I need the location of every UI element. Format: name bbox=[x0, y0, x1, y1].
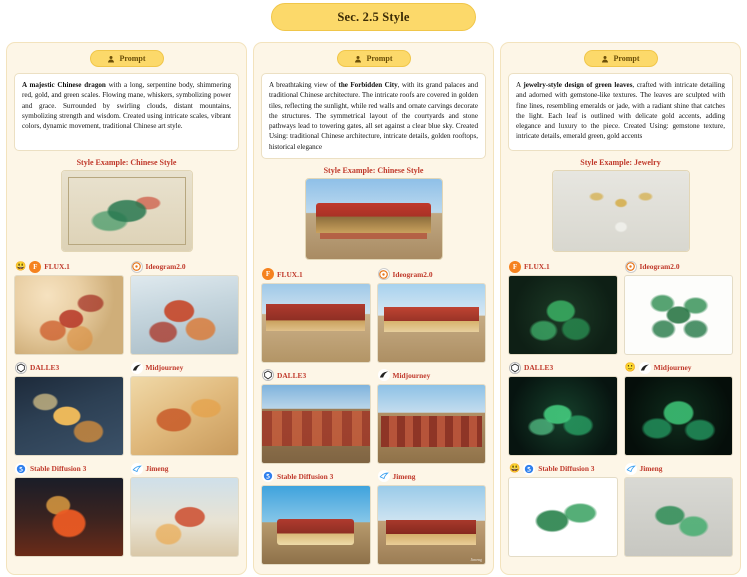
smiley-icon: 😃 bbox=[15, 261, 27, 271]
prompt-text-bold: jewelry-style design of green leaves bbox=[523, 81, 633, 89]
generated-image bbox=[624, 275, 734, 355]
model-name: Ideogram2.0 bbox=[392, 269, 433, 279]
prompt-text-pre: A breathtaking view of bbox=[269, 81, 339, 89]
generated-image bbox=[377, 384, 487, 464]
stability-icon bbox=[523, 463, 535, 475]
generated-image bbox=[130, 477, 240, 557]
prompt-text-pre: A bbox=[516, 81, 524, 89]
style-example-label: Style Example: Jewelry bbox=[580, 158, 661, 167]
model-name: Stable Diffusion 3 bbox=[277, 471, 334, 481]
model-name: Midjourney bbox=[145, 363, 184, 372]
model-name: Ideogram2.0 bbox=[145, 262, 186, 271]
style-example-image bbox=[61, 170, 193, 252]
prompt-badge bbox=[337, 50, 411, 67]
model-name: Ideogram2.0 bbox=[639, 262, 680, 271]
prompt-text-rest: with a long, serpentine body, shimmering red, gold, and green scales. Flowing mane, whiskers, symbolizing power and grace. Surrounded by swirling clouds, distant mountains, symbolizing strength and wisdom. Created using intricate scales, vibrant colors, dynamic movement, traditional Chinese art style. bbox=[22, 81, 232, 131]
model-cell bbox=[261, 470, 371, 565]
prompt-text bbox=[14, 73, 239, 151]
model-cell bbox=[508, 361, 618, 456]
watermark: Jimeng bbox=[470, 556, 482, 562]
model-name: Midjourney bbox=[392, 370, 431, 380]
smiley-icon: 🙂 bbox=[624, 362, 636, 372]
prompt-text-rest: , with its grand palaces and traditional Chinese architecture. The intricate roofs are covered in golden tiles, reflecting the sunlight, while red walls and ornate carvings decorate the structures. The symmetrical layout of the courtyards and stone pathways lead to towering gates, all set against a clear blue sky. Created Using: traditional Chinese architecture, intricate details, golden rooftops, historical elegance bbox=[269, 81, 478, 151]
model-cell bbox=[377, 268, 487, 363]
model-cell bbox=[377, 470, 487, 565]
style-column-chinese-dragon bbox=[6, 42, 247, 575]
jimeng-icon bbox=[378, 470, 390, 482]
prompt-label: Prompt bbox=[119, 54, 146, 63]
ideogram-icon bbox=[131, 261, 143, 273]
model-cell bbox=[130, 462, 240, 557]
model-grid bbox=[261, 268, 486, 565]
generated-image bbox=[624, 477, 734, 557]
model-name: DALLE3 bbox=[277, 370, 307, 380]
model-name: FLUX.1 bbox=[44, 262, 70, 271]
midjourney-icon bbox=[639, 362, 651, 374]
generated-image bbox=[261, 283, 371, 363]
prompt-badge bbox=[584, 50, 658, 67]
model-name: FLUX.1 bbox=[277, 269, 303, 279]
model-name: Stable Diffusion 3 bbox=[30, 464, 87, 473]
prompt-badge bbox=[90, 50, 164, 67]
model-cell bbox=[14, 462, 124, 557]
prompt-text-bold: A majestic Chinese dragon bbox=[22, 81, 106, 89]
style-example-label: Style Example: Chinese Style bbox=[76, 158, 177, 167]
ideogram-icon bbox=[378, 268, 390, 280]
model-cell bbox=[624, 462, 734, 557]
generated-image bbox=[377, 283, 487, 363]
flux-icon: F bbox=[262, 268, 274, 280]
model-name: FLUX.1 bbox=[524, 262, 550, 271]
style-columns bbox=[0, 42, 747, 575]
openai-icon bbox=[15, 362, 27, 374]
model-grid bbox=[14, 260, 239, 557]
prompt-text bbox=[261, 73, 486, 159]
model-name: Jimeng bbox=[639, 464, 663, 473]
style-example-image bbox=[305, 178, 443, 260]
jimeng-icon bbox=[131, 463, 143, 475]
person-icon bbox=[354, 55, 362, 63]
generated-image bbox=[508, 376, 618, 456]
model-name: DALLE3 bbox=[30, 363, 60, 372]
model-grid bbox=[508, 260, 733, 557]
openai-icon bbox=[262, 369, 274, 381]
generated-image bbox=[14, 477, 124, 557]
prompt-label: Prompt bbox=[613, 54, 640, 63]
midjourney-icon bbox=[378, 369, 390, 381]
stability-icon bbox=[262, 470, 274, 482]
ideogram-icon bbox=[625, 261, 637, 273]
jimeng-icon bbox=[625, 463, 637, 475]
model-cell bbox=[14, 361, 124, 456]
generated-image bbox=[508, 275, 618, 355]
generated-image bbox=[377, 485, 487, 565]
style-example-image bbox=[552, 170, 690, 252]
prompt-text bbox=[508, 73, 733, 151]
model-cell bbox=[261, 369, 371, 464]
model-name: Jimeng bbox=[145, 464, 169, 473]
style-column-jewelry-leaves bbox=[500, 42, 741, 575]
model-cell bbox=[377, 369, 487, 464]
generated-image bbox=[261, 485, 371, 565]
page-title: Sec. 2.5 Style bbox=[337, 9, 410, 24]
model-cell bbox=[130, 260, 240, 355]
flux-icon: F bbox=[509, 261, 521, 273]
model-cell bbox=[14, 260, 124, 355]
model-cell bbox=[508, 260, 618, 355]
model-cell bbox=[508, 462, 618, 557]
model-name: Midjourney bbox=[653, 363, 692, 372]
model-cell bbox=[624, 260, 734, 355]
model-cell bbox=[130, 361, 240, 456]
model-cell bbox=[261, 268, 371, 363]
style-column-forbidden-city bbox=[253, 42, 494, 575]
model-name: DALLE3 bbox=[524, 363, 554, 372]
generated-image bbox=[261, 384, 371, 464]
midjourney-icon bbox=[131, 362, 143, 374]
person-icon bbox=[601, 55, 609, 63]
generated-image bbox=[508, 477, 618, 557]
generated-image bbox=[14, 275, 124, 355]
prompt-label: Prompt bbox=[366, 54, 393, 63]
model-cell bbox=[624, 361, 734, 456]
section-title-banner bbox=[271, 3, 476, 31]
model-name: Jimeng bbox=[392, 471, 416, 481]
person-icon bbox=[107, 55, 115, 63]
openai-icon bbox=[509, 362, 521, 374]
flux-icon: F bbox=[29, 261, 41, 273]
prompt-text-rest: , crafted with intricate detailing and adorned with gemstone-like textures. The leaves are sculpted with fine lines, resembling emeralds or jade, with a radiant shine that catches the light. Each leaf is outlined with delicate gold accents, adding elegance and luxury to the piece. Created Using: gemstone texture, intricate details, emerald green, gold accents bbox=[516, 81, 725, 141]
model-name: Stable Diffusion 3 bbox=[538, 464, 595, 473]
smiley-icon: 😃 bbox=[509, 463, 521, 473]
stability-icon bbox=[15, 463, 27, 475]
generated-image bbox=[130, 275, 240, 355]
generated-image bbox=[14, 376, 124, 456]
generated-image bbox=[130, 376, 240, 456]
prompt-text-bold: the Forbidden City bbox=[338, 81, 398, 89]
style-example-label: Style Example: Chinese Style bbox=[323, 165, 424, 175]
generated-image bbox=[624, 376, 734, 456]
